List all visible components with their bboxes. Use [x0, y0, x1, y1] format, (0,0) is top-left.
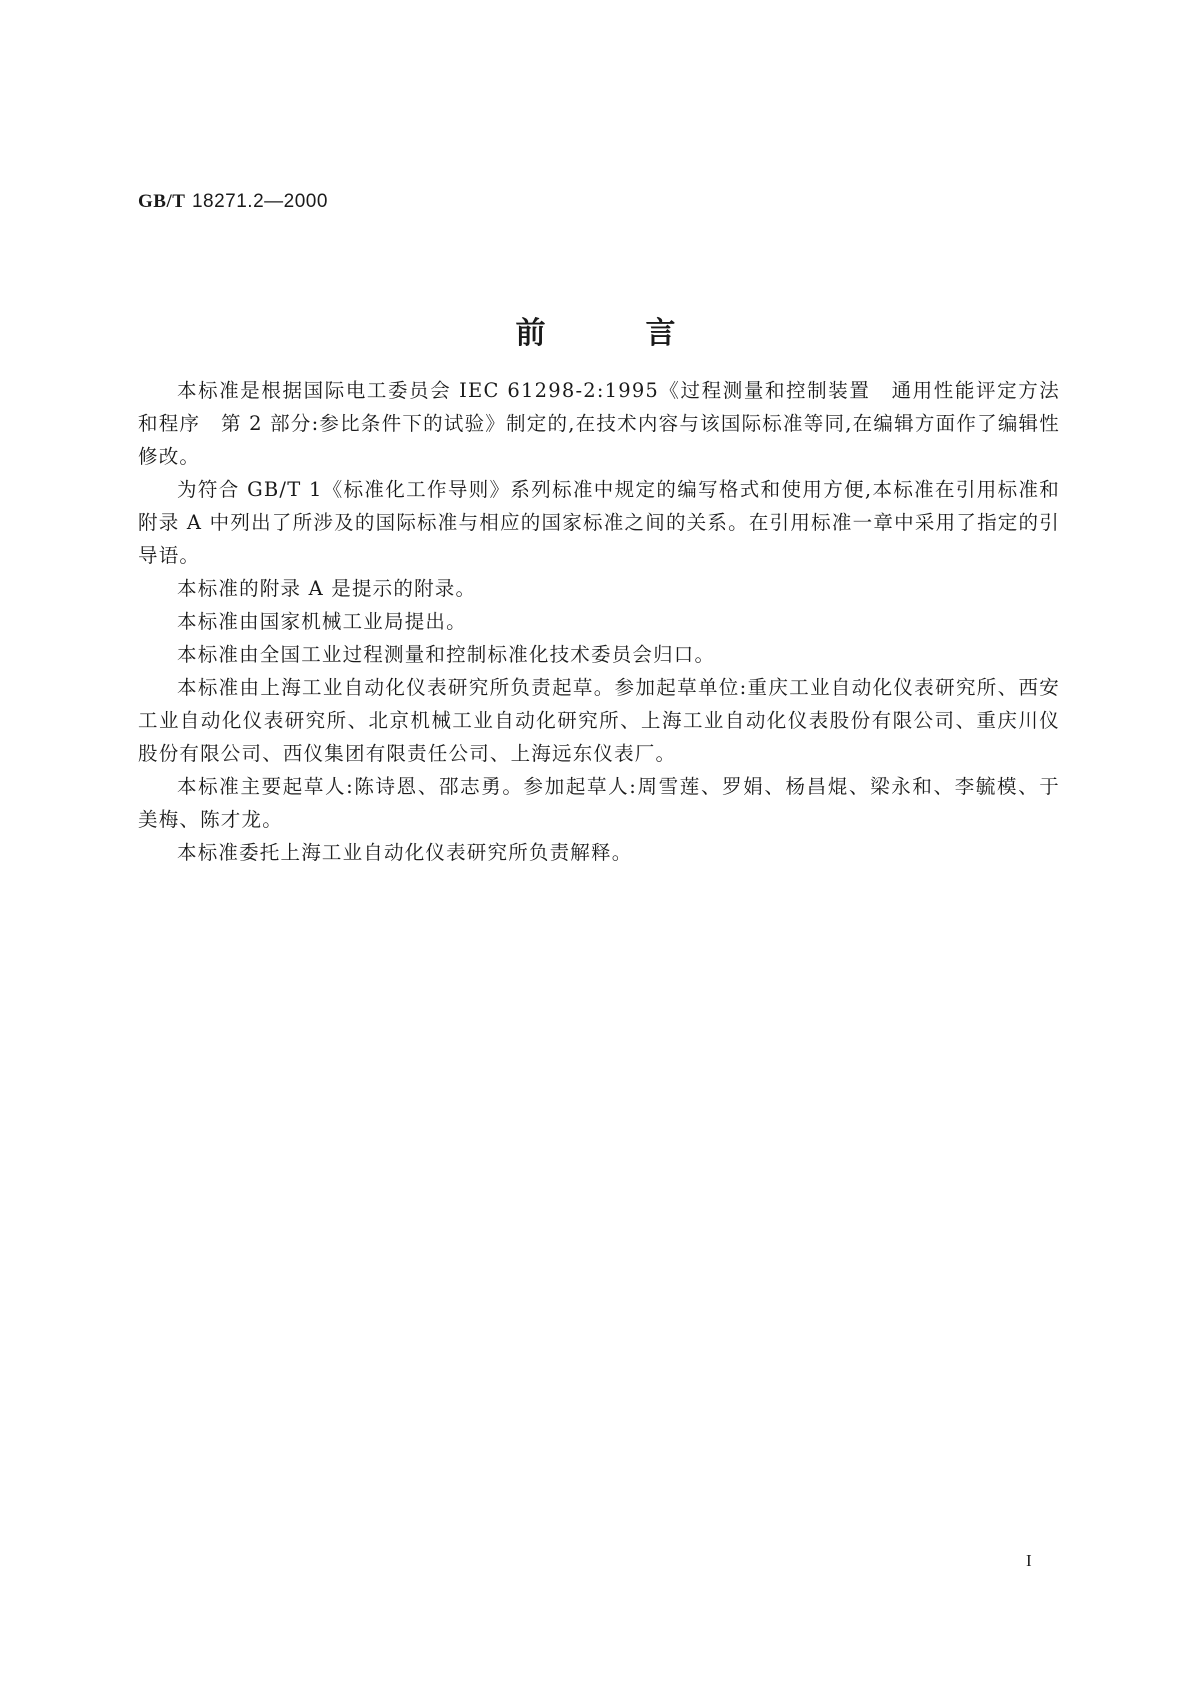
- foreword-body: [138, 374, 1060, 869]
- paragraph-drafting-units: 本标准由上海工业自动化仪表研究所负责起草。参加起草单位:重庆工业自动化仪表研究所、西安工业自动化仪表研究所、北京机械工业自动化研究所、上海工业自动化仪表股份有限公司、重庆川仪股份有限公司、西仪集团有限责任公司、上海远东仪表厂。: [138, 676, 1060, 765]
- paragraph-annex: 本标准的附录 A 是提示的附录。: [177, 577, 477, 600]
- standard-code: [138, 190, 328, 213]
- standard-code-prefix: GB/T: [138, 191, 186, 212]
- paragraph-format: 为符合 GB/T 1《标准化工作导则》系列标准中规定的编写格式和使用方便,本标准在引用标准和附录 A 中列出了所涉及的国际标准与相应的国家标准之间的关系。在引用标准一章中采用了指定的引导语。: [138, 478, 1060, 567]
- paragraph-basis: 本标准是根据国际电工委员会 IEC 61298-2:1995《过程测量和控制装置 通用性能评定方法和程序 第 2 部分:参比条件下的试验》制定的,在技术内容与该国际标准等同,在编辑方面作了编辑性修改。: [138, 379, 1060, 468]
- paragraph-interpretation: 本标准委托上海工业自动化仪表研究所负责解释。: [177, 841, 633, 864]
- page-number: I: [1026, 1551, 1032, 1570]
- page-title: 前言: [515, 316, 776, 351]
- paragraph-drafters: 本标准主要起草人:陈诗恩、邵志勇。参加起草人:周雪莲、罗娟、杨昌焜、梁永和、李毓模、于美梅、陈才龙。: [138, 775, 1060, 831]
- paragraph-centralized-by: 本标准由全国工业过程测量和控制标准化技术委员会归口。: [177, 643, 716, 666]
- standard-code-number: 18271.2—2000: [191, 191, 328, 212]
- paragraph-proposed-by: 本标准由国家机械工业局提出。: [177, 610, 467, 633]
